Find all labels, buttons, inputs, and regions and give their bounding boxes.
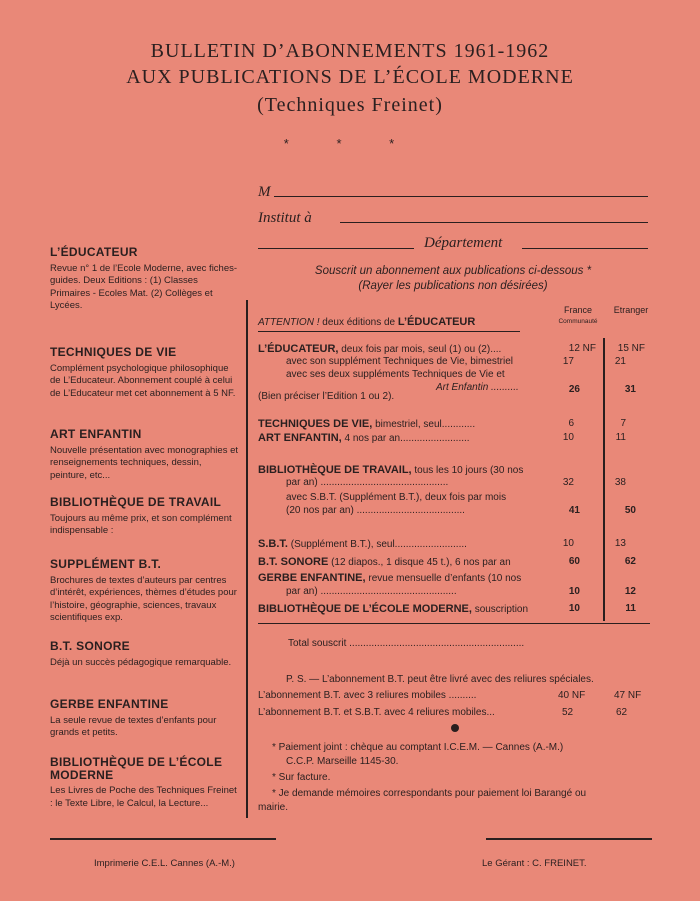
- institut-field[interactable]: [340, 222, 648, 223]
- ps-line-3: L’abonnement B.T. et S.B.T. avec 4 reliures mobiles...: [258, 707, 495, 718]
- left-bem-title: BIBLIOTHÈQUE DE L’ÉCOLE MODERNE: [50, 755, 223, 782]
- ps-line-3-france: 52: [562, 707, 574, 718]
- decorative-stars: * * *: [283, 136, 417, 151]
- row-btsonore-bold: B.T. SONORE: [258, 556, 329, 568]
- left-divider: [246, 300, 248, 818]
- left-art-body: Nouvelle présentation avec monographies et renseignements techniques, dessin, peinture, etc...: [50, 444, 239, 481]
- left-bt-body: Toujours au même prix, et son complément indispensable :: [50, 512, 232, 536]
- departement-field[interactable]: [522, 248, 648, 249]
- bullet-dot-icon: [451, 724, 459, 732]
- row-educateur: [258, 343, 501, 356]
- payment-line-1: * Paiement joint : chèque au comptant I.C.E.M. — Cannes (A.-M.): [272, 742, 564, 753]
- price-bt-etranger: 38: [614, 477, 626, 488]
- attention-prefix: ATTENTION !: [258, 317, 320, 328]
- left-btsonore-title: B.T. SONORE: [50, 639, 130, 653]
- left-tdv-body: Complément psychologique philosophique de L’Educateur. Abonnement couplé à celui de L’Educateur met cet abonnement à 5 NF.: [50, 362, 236, 399]
- price-tdv-etranger: 7: [620, 418, 626, 429]
- price-btsonore-etranger: 62: [624, 556, 636, 567]
- left-gerbe-title: GERBE ENFANTINE: [50, 697, 169, 711]
- left-educateur: [50, 246, 240, 313]
- row-art-text: 4 nos par an.........................: [344, 433, 470, 444]
- title-line-1: BULLETIN D’ABONNEMENTS 1961-1962: [150, 40, 550, 62]
- row-educateur-bold: L’ÉDUCATEUR,: [258, 343, 339, 355]
- price-bem-etranger: 11: [625, 603, 636, 614]
- row-educateur-tdv: avec son supplément Techniques de Vie, bimestriel: [286, 356, 513, 367]
- left-art-enfantin: [50, 428, 240, 482]
- left-bt-sonore: [50, 640, 240, 669]
- footer-gerant: Le Gérant : C. FREINET.: [482, 858, 587, 869]
- left-bt-title: BIBLIOTHÈQUE DE TRAVAIL: [50, 495, 222, 509]
- row-sbt-bold: S.B.T.: [258, 538, 288, 550]
- col-communaute: Communauté: [558, 318, 598, 325]
- table-bottom-rule: [258, 623, 650, 624]
- ps-line-2-france: 40 NF: [558, 690, 586, 701]
- left-art-title: ART ENFANTIN: [50, 427, 142, 441]
- payment-line-5: mairie.: [258, 802, 289, 813]
- left-techniques-de-vie: [50, 346, 240, 400]
- row-bt-bold: BIBLIOTHÈQUE DE TRAVAIL,: [258, 464, 412, 476]
- attention-line: [258, 316, 475, 329]
- row-gerbe-text: revue mensuelle d’enfants (10 nos: [368, 573, 522, 584]
- ps-line-1: P. S. — L’abonnement B.T. peut être livré avec des reliures spéciales.: [286, 674, 594, 685]
- left-sbt-title: SUPPLÉMENT B.T.: [50, 557, 162, 571]
- ps-line-3-etranger: 62: [616, 707, 628, 718]
- price-bt-sbt-etranger: 50: [624, 505, 636, 516]
- attention-middle: deux éditions de: [322, 317, 396, 328]
- m-label: M: [258, 184, 271, 200]
- left-gerbe-enfantine: [50, 698, 240, 740]
- left-btsonore-body: Déjà un succès pédagogique remarquable.: [50, 656, 232, 668]
- row-educateur-art: Art Enfantin ..........: [436, 382, 519, 393]
- m-field[interactable]: [274, 196, 648, 197]
- left-educateur-title: L’ÉDUCATEUR: [50, 245, 138, 259]
- row-gerbe-par-an: par an) .................................................: [286, 586, 457, 597]
- price-btsonore-france: 60: [568, 556, 580, 567]
- price-tdv-france: 6: [568, 418, 574, 429]
- row-bem-text: souscription: [474, 604, 529, 615]
- price-educateur-etranger: 15 NF: [617, 343, 645, 354]
- price-art-etranger: 11: [615, 432, 626, 443]
- col-etranger: Etranger: [613, 305, 649, 315]
- price-educateur-art-etranger: 31: [624, 384, 636, 395]
- souscrit-line-1: Souscrit un abonnement aux publications ci-dessous *: [314, 265, 592, 277]
- left-bem-body: Les Livres de Poche des Techniques Freinet : le Texte Libre, le Calcul, la Lecture...: [50, 785, 237, 809]
- price-educateur-tdv-france: 17: [562, 356, 574, 367]
- left-gerbe-body: La seule revue de textes d’enfants pour grands et petits.: [50, 714, 217, 738]
- left-bibliotheque-ecole-moderne: [50, 756, 240, 810]
- row-bt-sbt-par-an: (20 nos par an) .......................................: [286, 505, 465, 516]
- row-tdv-bold: TECHNIQUES DE VIE,: [258, 418, 373, 430]
- left-educateur-body: Revue n° 1 de l’Ecole Moderne, avec fiches-guides. Deux Editions : (1) Classes Primaires - Ecoles Mat. (2) Collèges et Lycées.: [50, 262, 238, 311]
- footer-rule-right: [486, 838, 652, 840]
- row-art-bold: ART ENFANTIN,: [258, 432, 342, 444]
- institut-label: Institut à: [258, 210, 312, 226]
- payment-line-4: * Je demande mémoires correspondants pour paiement loi Barangé ou: [272, 788, 587, 799]
- price-gerbe-etranger: 12: [624, 586, 636, 597]
- row-educateur-preciser: (Bien préciser l’Edition 1 ou 2).: [258, 391, 395, 402]
- payment-line-3: * Sur facture.: [272, 772, 331, 783]
- left-tdv-title: TECHNIQUES DE VIE: [50, 345, 177, 359]
- departement-prefix-field[interactable]: [258, 248, 414, 249]
- row-bem-bold: BIBLIOTHÈQUE DE L’ÉCOLE MODERNE,: [258, 603, 472, 615]
- price-sbt-etranger: 13: [614, 538, 626, 549]
- left-supplement-bt: [50, 558, 240, 625]
- price-art-france: 10: [562, 432, 574, 443]
- ps-line-2-etranger: 47 NF: [614, 690, 642, 701]
- title-line-3: (Techniques Freinet): [257, 94, 443, 116]
- ps-line-2: L’abonnement B.T. avec 3 reliures mobiles ..........: [258, 690, 477, 701]
- row-bt-par-an: par an) ..............................................: [286, 477, 449, 488]
- price-bt-france: 32: [562, 477, 574, 488]
- attention-bold: L’ÉDUCATEUR: [397, 316, 476, 328]
- price-educateur-art-france: 26: [568, 384, 580, 395]
- price-bt-sbt-france: 41: [568, 505, 580, 516]
- col-france: France: [563, 305, 592, 315]
- row-sbt-text: (Supplément B.T.), seul..........................: [290, 539, 467, 550]
- row-bt-text: tous les 10 jours (30 nos: [414, 465, 524, 476]
- total-souscrit[interactable]: Total souscrit ...............................................................: [288, 638, 525, 649]
- departement-label: Département: [424, 235, 503, 251]
- price-bem-france: 10: [568, 603, 580, 614]
- footer-printer: Imprimerie C.E.L. Cannes (A.-M.): [94, 858, 235, 869]
- row-bt-sbt: avec S.B.T. (Supplément B.T.), deux fois par mois: [286, 492, 507, 503]
- row-gerbe-bold: GERBE ENFANTINE,: [258, 572, 366, 584]
- payment-line-2: C.C.P. Marseille 1145-30.: [286, 756, 399, 767]
- title-line-2: AUX PUBLICATIONS DE L’ÉCOLE MODERNE: [126, 66, 574, 88]
- souscrit-line-2: (Rayer les publications non désirées): [358, 280, 548, 292]
- price-gerbe-france: 10: [568, 586, 580, 597]
- price-sbt-france: 10: [562, 538, 574, 549]
- row-educateur-text: deux fois par mois, seul (1) ou (2)....: [341, 344, 502, 355]
- price-educateur-france: 12 NF: [568, 343, 596, 354]
- price-educateur-tdv-etranger: 21: [614, 356, 626, 367]
- row-btsonore-text: (12 diapos., 1 disque 45 t.), 6 nos par an: [331, 557, 511, 568]
- footer-rule-left: [50, 838, 276, 840]
- row-tdv-text: bimestriel, seul............: [375, 419, 476, 430]
- left-sbt-body: Brochures de textes d’auteurs par centres d’intérêt, expériences, thèmes d’études pour l’histoire, géographie, sciences, travaux scientifiques exp.: [50, 574, 237, 623]
- left-bibliotheque-travail: [50, 496, 240, 538]
- attention-underline: [258, 331, 520, 332]
- row-educateur-deux-supp: avec ses deux suppléments Techniques de Vie et: [286, 369, 505, 380]
